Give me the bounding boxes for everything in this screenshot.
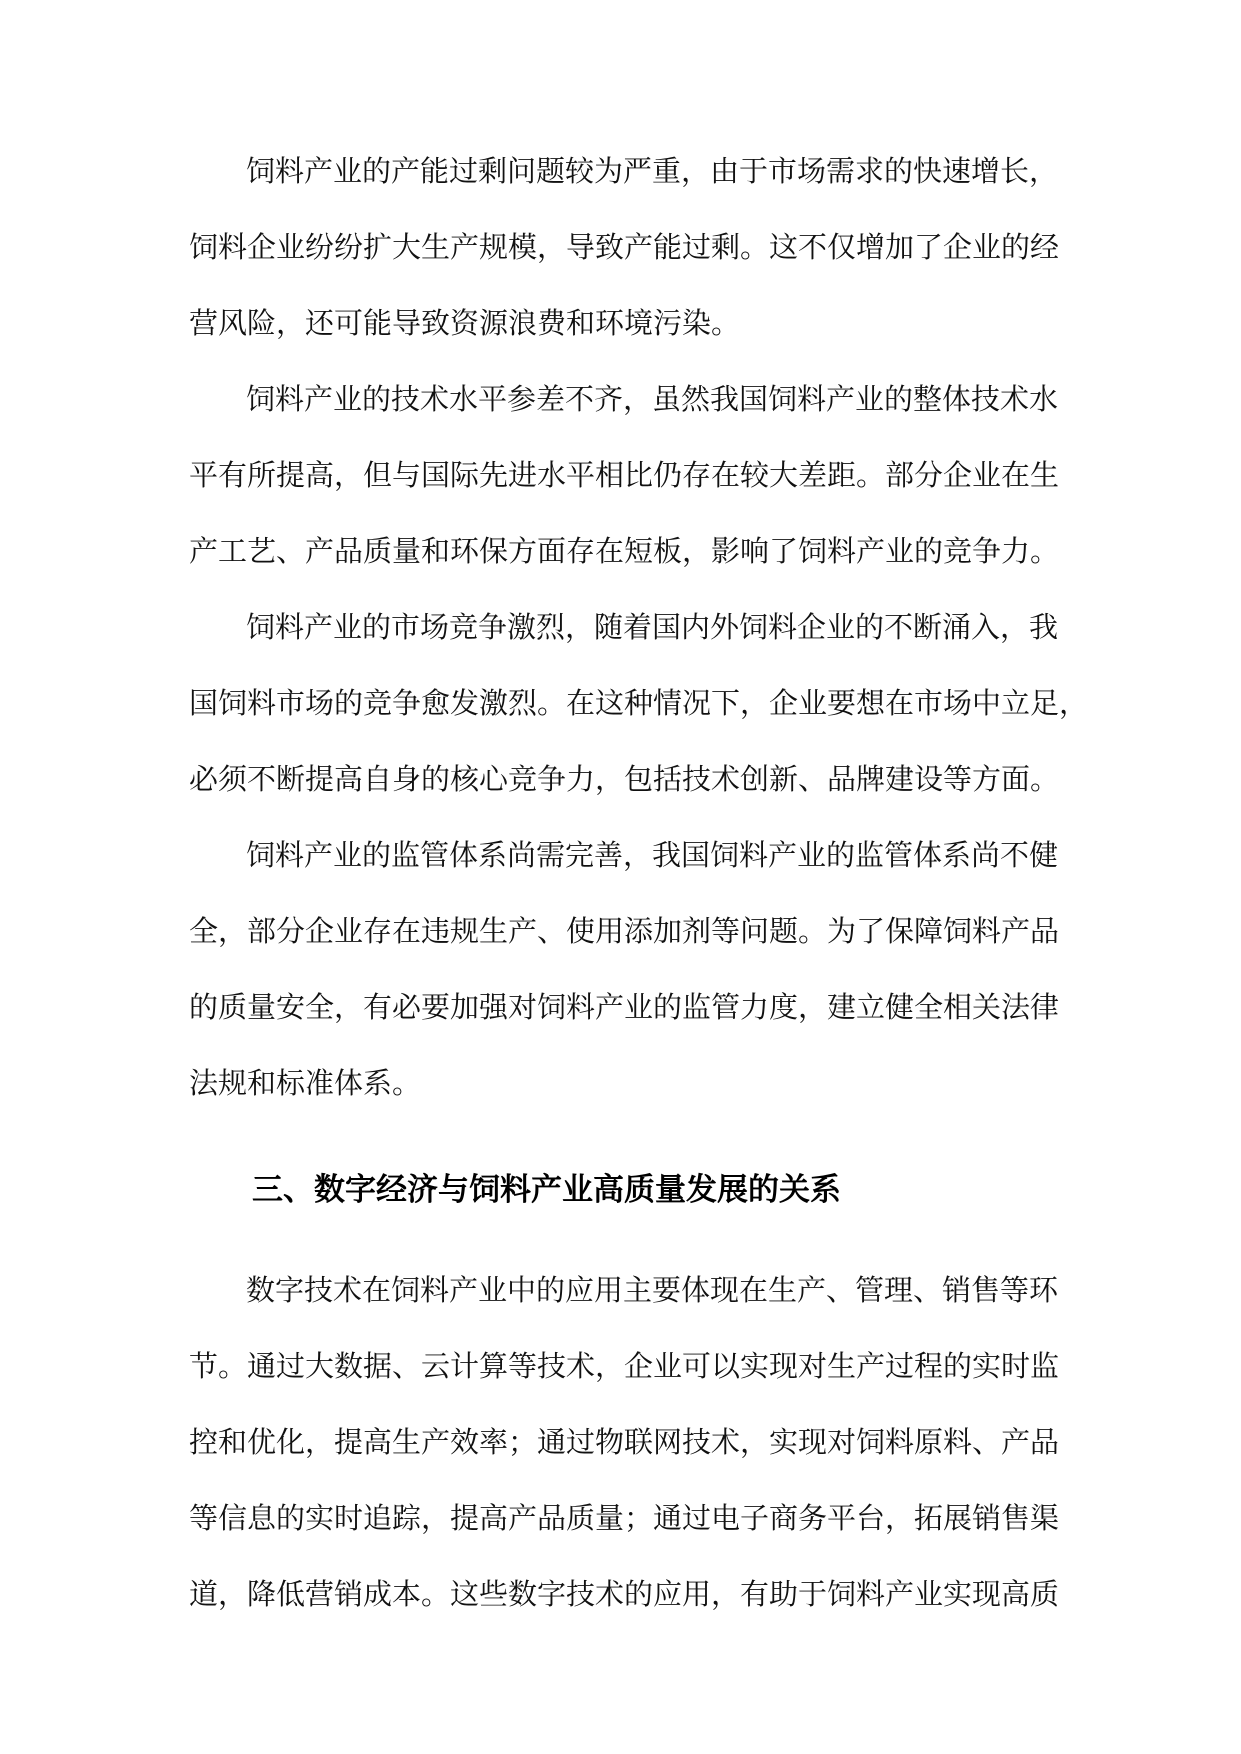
paragraph-line: 等信息的实时追踪，提高产品质量；通过电子商务平台，拓展销售渠: [189, 1501, 1060, 1535]
paragraph-line: 节。通过大数据、云计算等技术，企业可以实现对生产过程的实时监: [189, 1349, 1060, 1383]
paragraph-line: 道，降低营销成本。这些数字技术的应用，有助于饲料产业实现高质: [189, 1577, 1060, 1611]
paragraph-line: 法规和标准体系。: [189, 1066, 422, 1100]
paragraph-line: 营风险，还可能导致资源浪费和环境污染。: [189, 306, 741, 340]
paragraph-line: 国饲料市场的竞争愈发激烈。在这种情况下，企业要想在市场中立足，: [189, 686, 1089, 720]
paragraph-line: 全，部分企业存在违规生产、使用添加剂等问题。为了保障饲料产品: [189, 914, 1060, 948]
paragraph-line: 饲料产业的产能过剩问题较为严重，由于市场需求的快速增长，: [246, 154, 1059, 188]
section-heading: 三、数字经济与饲料产业高质量发展的关系: [252, 1172, 841, 1208]
paragraph-line: 的质量安全，有必要加强对饲料产业的监管力度，建立健全相关法律: [189, 990, 1060, 1024]
paragraph-line: 产工艺、产品质量和环保方面存在短板，影响了饲料产业的竞争力。: [189, 534, 1060, 568]
paragraph-line: 平有所提高，但与国际先进水平相比仍存在较大差距。部分企业在生: [189, 458, 1060, 492]
paragraph-line: 饲料产业的技术水平参差不齐，虽然我国饲料产业的整体技术水: [246, 382, 1059, 416]
paragraph-line: 必须不断提高自身的核心竞争力，包括技术创新、品牌建设等方面。: [189, 762, 1060, 796]
paragraph-line: 饲料产业的市场竞争激烈，随着国内外饲料企业的不断涌入，我: [246, 610, 1059, 644]
paragraph-line: 饲料企业纷纷扩大生产规模，导致产能过剩。这不仅增加了企业的经: [189, 230, 1060, 264]
paragraph-line: 饲料产业的监管体系尚需完善，我国饲料产业的监管体系尚不健: [246, 838, 1059, 872]
paragraph-line: 数字技术在饲料产业中的应用主要体现在生产、管理、销售等环: [246, 1273, 1059, 1307]
paragraph-line: 控和优化，提高生产效率；通过物联网技术，实现对饲料原料、产品: [189, 1425, 1060, 1459]
